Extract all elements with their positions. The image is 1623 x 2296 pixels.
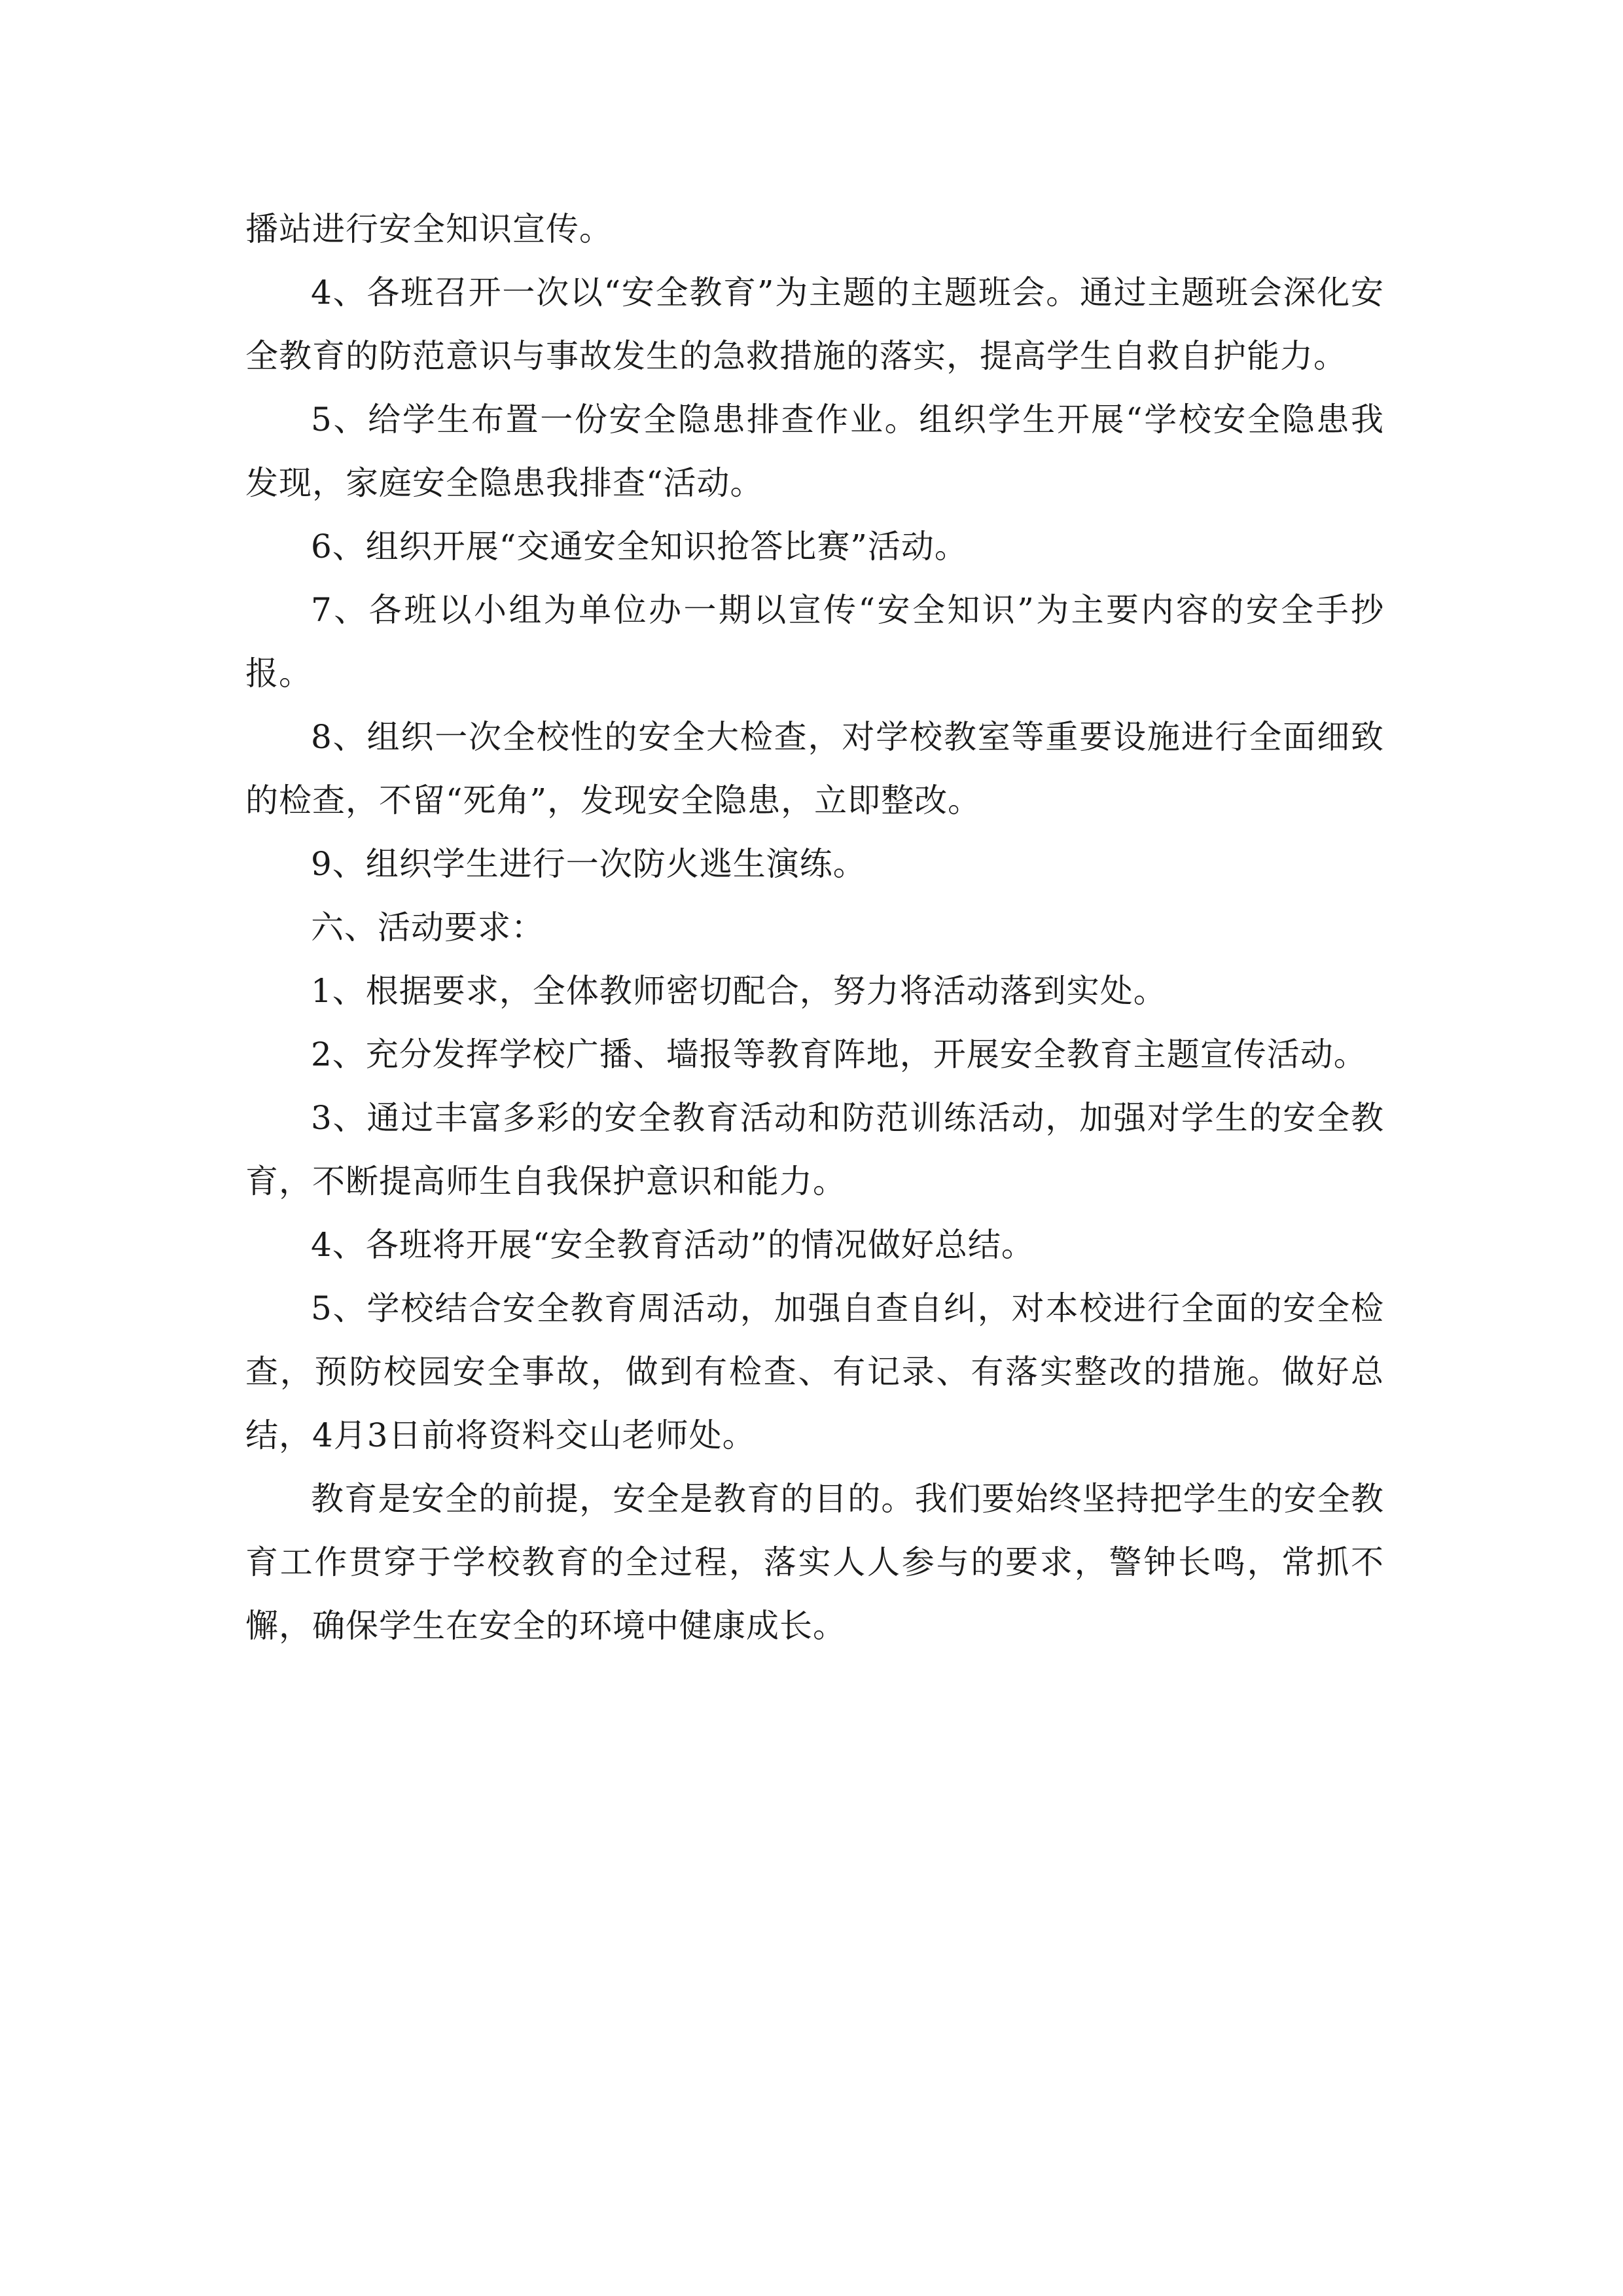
paragraph-item-4-class-meeting: 4、各班召开一次以“安全教育”为主题的主题班会。通过主题班会深化安全教育的防范意识与事故发生的急救措施的落实，提高学生自救自护能力。	[245, 274, 1384, 375]
section-heading-requirements: 六、活动要求：	[311, 908, 544, 946]
document-body	[245, 198, 1384, 1658]
paragraph-item-8-safety-inspection: 8、组织一次全校性的安全大检查，对学校教室等重要设施进行全面细致的检查，不留“死角”，发现安全隐患，立即整改。	[245, 718, 1384, 819]
paragraph-requirement-1: 1、根据要求，全体教师密切配合，努力将活动落到实处。	[311, 972, 1167, 1010]
paragraph-item-6-traffic-quiz: 6、组织开展“交通安全知识抢答比赛”活动。	[311, 528, 968, 565]
paragraph-requirement-2: 2、充分发挥学校广播、墙报等教育阵地，开展安全教育主题宣传活动。	[311, 1035, 1367, 1073]
paragraph-conclusion: 教育是安全的前提，安全是教育的目的。我们要始终坚持把学生的安全教育工作贯穿于学校教育的全过程，落实人人参与的要求，警钟长鸣，常抓不懈，确保学生在安全的环境中健康成长。	[245, 1480, 1384, 1645]
paragraph-item-5-hazard-homework: 5、给学生布置一份安全隐患排查作业。组织学生开展“学校安全隐患我发现，家庭安全隐患我排查“活动。	[245, 401, 1384, 502]
paragraph-continuation: 播站进行安全知识宣传。	[245, 210, 613, 248]
paragraph-requirement-5: 5、学校结合安全教育周活动，加强自查自纠，对本校进行全面的安全检查，预防校园安全事故，做到有检查、有记录、有落实整改的措施。做好总结，4月3日前将资料交山老师处。	[245, 1289, 1384, 1454]
paragraph-item-9-fire-drill: 9、组织学生进行一次防火逃生演练。	[311, 845, 866, 883]
paragraph-requirement-3: 3、通过丰富多彩的安全教育活动和防范训练活动，加强对学生的安全教育，不断提高师生自我保护意识和能力。	[245, 1099, 1384, 1200]
paragraph-requirement-4: 4、各班将开展“安全教育活动”的情况做好总结。	[311, 1226, 1035, 1264]
paragraph-item-7-handwritten-newspaper: 7、各班以小组为单位办一期以宣传“安全知识”为主要内容的安全手抄报。	[245, 591, 1384, 692]
